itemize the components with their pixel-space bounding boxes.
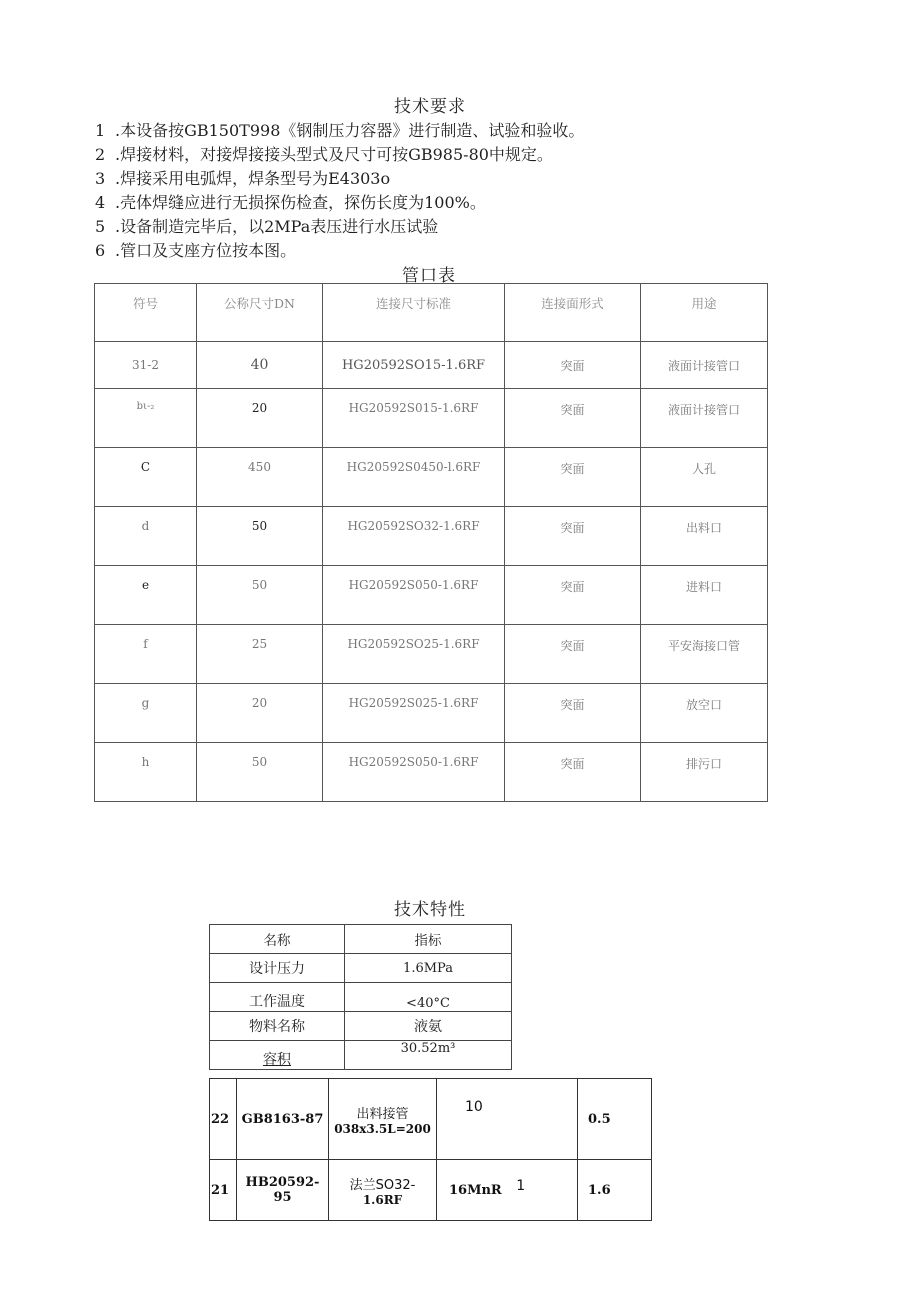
cell-use: 平安海接口管 [641, 625, 768, 684]
cell-use: 进料口 [641, 566, 768, 625]
table-row [95, 625, 768, 684]
spec-value: 1.6MPa [345, 954, 512, 983]
cell-dn: 450 [197, 448, 323, 507]
cell-symbol: f [95, 625, 197, 684]
table-row [95, 743, 768, 802]
part-name-line2: 038x3.5L=200 [334, 1121, 431, 1136]
requirements-title: 技术要求 [394, 97, 466, 117]
requirement-item [95, 238, 296, 261]
cell-dn: 50 [197, 743, 323, 802]
cell-use: 排污口 [641, 743, 768, 802]
requirement-number: 2 [95, 145, 106, 164]
table-row [95, 566, 768, 625]
cell-face: 突面 [505, 566, 641, 625]
header-symbol: 符号 [95, 284, 197, 342]
cell-standard: HG20592S050-1.6RF [323, 566, 505, 625]
table-row [210, 954, 512, 983]
specs-header-name: 名称 [210, 925, 345, 954]
cell-symbol: g [95, 684, 197, 743]
part-name-line1: 出料接管 [356, 1106, 409, 1122]
requirement-item [95, 214, 438, 237]
specs-header-value: 指标 [345, 925, 512, 954]
table-row [95, 684, 768, 743]
part-name [329, 1160, 437, 1221]
table-row [210, 1041, 512, 1070]
cell-dn: 25 [197, 625, 323, 684]
cell-face: 突面 [505, 625, 641, 684]
cell-face: 突面 [505, 743, 641, 802]
requirement-item [95, 118, 584, 141]
requirement-text: .焊接采用电弧焊，焊条型号为E4303o [115, 169, 391, 188]
requirement-item [95, 166, 390, 189]
nozzle-table-title: 管口表 [402, 266, 456, 286]
cell-symbol: h [95, 743, 197, 802]
table-row [210, 983, 512, 1012]
cell-dn: 50 [197, 566, 323, 625]
cell-face: 突面 [505, 684, 641, 743]
part-name-line1: 法兰SO32- [349, 1177, 416, 1193]
table-row [95, 342, 768, 389]
cell-symbol: 31-2 [95, 342, 197, 389]
requirement-number: 6 [95, 241, 106, 260]
table-row [95, 507, 768, 566]
nozzle-table [94, 283, 768, 802]
spec-name: 物料名称 [210, 1012, 345, 1041]
cell-face: 突面 [505, 448, 641, 507]
cell-symbol: e [95, 566, 197, 625]
spec-name: 工作温度 [210, 983, 345, 1012]
requirement-text: .设备制造完毕后，以2MPa表压进行水压试验 [115, 217, 439, 236]
header-use: 用途 [641, 284, 768, 342]
specs-title: 技术特性 [394, 900, 466, 920]
cell-standard: HG20592S025-1.6RF [323, 684, 505, 743]
requirement-item [95, 142, 553, 165]
cell-face: 突面 [505, 342, 641, 389]
header-dn: 公称尺寸DN [197, 284, 323, 342]
part-code: GB8163-87 [237, 1079, 329, 1160]
cell-standard: HG20592S015-1.6RF [323, 389, 505, 448]
requirement-number: 5 [95, 217, 106, 236]
part-material-qty [437, 1160, 578, 1221]
cell-symbol: C [95, 448, 197, 507]
table-row [210, 1012, 512, 1041]
cell-dn: 20 [197, 389, 323, 448]
table-row [95, 389, 768, 448]
spec-value: 液氨 [345, 1012, 512, 1041]
spec-value: <40°C [345, 983, 512, 1012]
requirement-text: .壳体焊缝应进行无损探伤检查，探伤长度为100%。 [115, 193, 486, 212]
cell-use: 液面计接管口 [641, 389, 768, 448]
cell-face: 突面 [505, 389, 641, 448]
requirement-number: 1 [95, 121, 106, 140]
part-quantity [437, 1079, 578, 1160]
cell-face: 突面 [505, 507, 641, 566]
cell-standard: HG20592SO25-1.6RF [323, 625, 505, 684]
cell-use: 液面计接管口 [641, 342, 768, 389]
requirement-text: .焊接材料，对接焊接接头型式及尺寸可按GB985-80中规定。 [115, 145, 553, 164]
cell-use: 放空口 [641, 684, 768, 743]
header-standard: 连接尺寸标准 [323, 284, 505, 342]
table-row [210, 1160, 652, 1221]
part-name-line2: 1.6RF [362, 1192, 403, 1207]
cell-use: 人孔 [641, 448, 768, 507]
header-face: 连接面形式 [505, 284, 641, 342]
spec-name: 容积 [263, 1052, 291, 1068]
part-number: 21 [210, 1160, 237, 1221]
part-qty: 1 [516, 1178, 526, 1194]
table-row [95, 448, 768, 507]
cell-standard: HG20592SO15-1.6RF [323, 342, 505, 389]
nozzle-header-row [95, 284, 768, 342]
cell-symbol: d [95, 507, 197, 566]
requirement-text: .本设备按GB150T998《钢制压力容器》进行制造、试验和验收。 [115, 121, 585, 140]
part-qty: 10 [465, 1099, 483, 1115]
specs-header-row [210, 925, 512, 954]
spec-name: 设计压力 [210, 954, 345, 983]
cell-standard: HG20592S050-1.6RF [323, 743, 505, 802]
parts-table [209, 1078, 652, 1221]
cell-dn: 20 [197, 684, 323, 743]
requirement-number: 3 [95, 169, 106, 188]
cell-symbol: bι-₂ [95, 389, 197, 448]
cell-dn: 40 [197, 342, 323, 389]
cell-use: 出料口 [641, 507, 768, 566]
cell-dn: 50 [197, 507, 323, 566]
cell-standard: HG20592S0450-l.6RF [323, 448, 505, 507]
specs-table [209, 924, 512, 1070]
part-code: HB20592-95 [237, 1160, 329, 1221]
part-weight: 1.6 [578, 1160, 652, 1221]
cell-standard: HG20592SO32-1.6RF [323, 507, 505, 566]
requirement-text: .管口及支座方位按本图。 [115, 241, 297, 260]
part-number: 22 [210, 1079, 237, 1160]
spec-value: 30.52m³ [345, 1041, 512, 1070]
table-row [210, 1079, 652, 1160]
part-material: 16MnR [449, 1183, 502, 1198]
part-name [329, 1079, 437, 1160]
requirement-number: 4 [95, 193, 106, 212]
requirement-item [95, 190, 486, 213]
part-weight: 0.5 [578, 1079, 652, 1160]
